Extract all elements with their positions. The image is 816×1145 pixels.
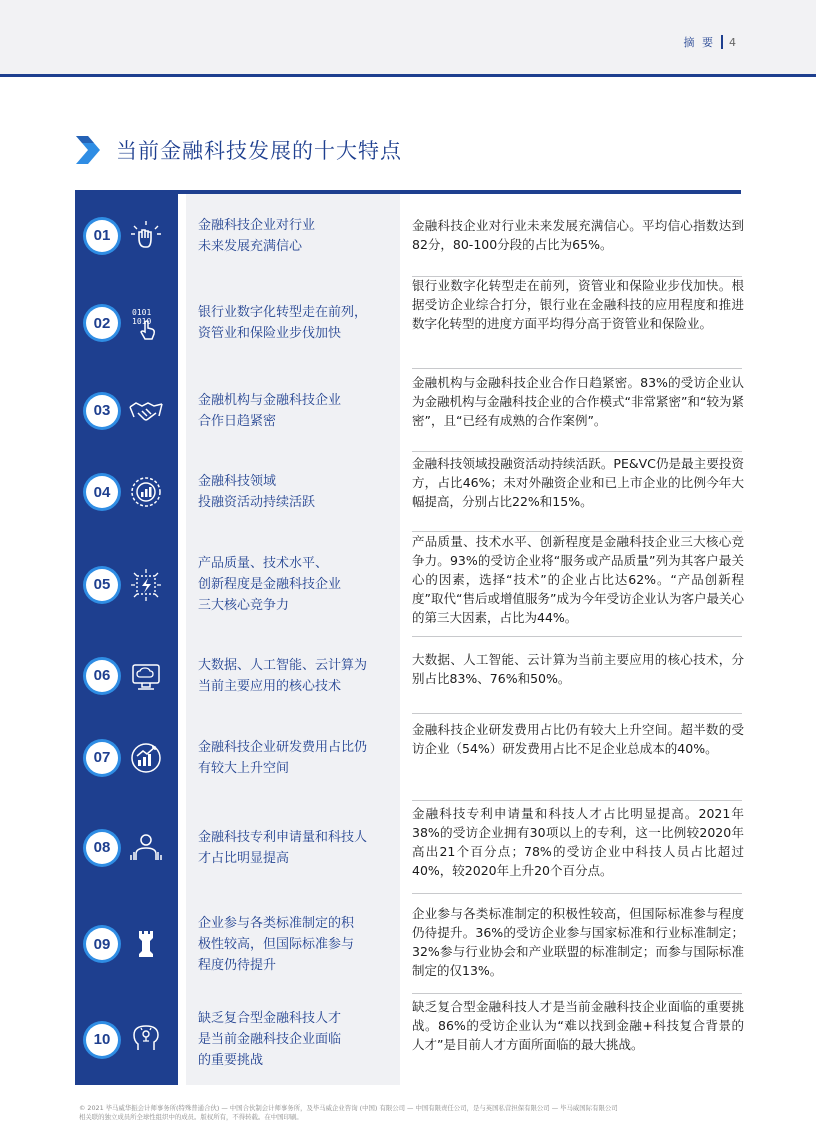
feature-title xyxy=(198,390,394,432)
feature-title-line: 未来发展充满信心 xyxy=(198,238,303,254)
row-number-badge: 05 xyxy=(86,569,118,601)
feature-title-line: 是当前金融科技企业面临 xyxy=(198,1032,342,1047)
fist-icon xyxy=(128,218,164,254)
feature-title xyxy=(198,215,394,257)
feature-title xyxy=(198,553,394,616)
feature-row xyxy=(75,801,744,894)
feature-title-line: 程度仍待提升 xyxy=(198,957,277,973)
feature-description: 金融机构与金融科技企业合作日趋紧密。83%的受访企业认为金融机构与金融科技企业的合作模式“非常紧密”和“较为紧密”，且“已经有成熟的合作案例”。 xyxy=(412,375,744,428)
section-title-row xyxy=(74,134,402,166)
feature-title xyxy=(198,302,394,344)
feature-title-line: 投融资活动持续活跃 xyxy=(198,495,316,510)
feature-row xyxy=(75,194,744,277)
feature-description: 金融科技专利申请量和科技人才占比明显提高。2021年38%的受访企业拥有30项以上的专利，这一比例较2020年高出21个百分点；78%的受访企业中科技人员占比超过40%，较2020年上升20个百分点。 xyxy=(412,806,744,878)
feature-description: 产品质量、技术水平、创新程度是金融科技企业三大核心竞争力。93%的受访企业将“服务或产品质量”列为其客户最关心的因素，选择“技术”的企业占比达62%。“产品创新程度”取代“售后或增值服务”成为今年受访企业认为客户最关心的第三大因素，占比为44%。 xyxy=(412,534,744,625)
handshake-icon xyxy=(128,393,164,429)
svg-text:0101: 0101 xyxy=(132,308,152,317)
feature-title-line: 资管业和保险业步伐加快 xyxy=(198,326,342,341)
feature-title xyxy=(198,827,394,869)
feature-title-line: 当前主要应用的核心技术 xyxy=(198,678,342,694)
footer-line-2: 相关联的独立成员所全球性组织中的成员。版权所有，不得转载。在中国印刷。 xyxy=(79,1113,303,1121)
page-header xyxy=(684,34,737,50)
feature-title-line: 金融科技领域 xyxy=(198,474,277,489)
page-title: 当前金融科技发展的十大特点 xyxy=(116,139,402,163)
feature-description: 银行业数字化转型走在前列，资管业和保险业步伐加快。根据受访企业综合打分，银行业在金融科技的应用程度和推进数字化转型的进度方面平均得分高于资管业和保险业。 xyxy=(412,278,744,331)
feature-title-line: 极性较高，但国际标准参与 xyxy=(198,936,355,952)
investment-chart-icon xyxy=(128,474,164,510)
feature-title xyxy=(198,913,394,976)
header-rule xyxy=(0,74,816,77)
row-number-badge: 08 xyxy=(86,832,118,864)
feature-title-line: 金融科技企业研发费用占比仍 xyxy=(198,739,368,755)
feature-row xyxy=(75,369,744,452)
cloud-computer-icon xyxy=(128,658,164,694)
feature-description: 金融科技企业对行业未来发展充满信心。平均信心指数达到82分，80-100分段的占比为65%。 xyxy=(412,218,744,252)
feature-title-line: 有较大上升空间 xyxy=(198,760,290,776)
feature-title-line: 产品质量、技术水平、 xyxy=(198,556,329,571)
feature-title-line: 企业参与各类标准制定的积 xyxy=(198,915,355,931)
row-number-badge: 06 xyxy=(86,660,118,692)
section-label: 摘 要 xyxy=(683,36,715,49)
row-number-badge: 02 xyxy=(86,307,118,339)
feature-title-line: 创新程度是金融科技企业 xyxy=(198,577,342,592)
growth-chart-icon xyxy=(128,740,164,776)
brain-idea-icon xyxy=(128,1022,164,1058)
svg-text:1010: 1010 xyxy=(132,317,152,326)
feature-title xyxy=(198,737,394,779)
lightning-icon xyxy=(128,567,164,603)
feature-description: 大数据、人工智能、云计算为当前主要应用的核心技术，分别占比83%、76%和50%。 xyxy=(412,652,744,686)
feature-title-line: 的重要挑战 xyxy=(198,1053,264,1068)
feature-title xyxy=(198,655,394,697)
row-number-badge: 10 xyxy=(86,1024,118,1056)
binary-touch-icon xyxy=(128,305,164,341)
feature-title-line: 金融科技企业对行业 xyxy=(198,217,316,233)
feature-title xyxy=(198,471,394,513)
feature-row xyxy=(75,714,744,801)
header-separator xyxy=(721,35,723,49)
feature-title-line: 缺乏复合型金融科技人才 xyxy=(198,1011,342,1026)
feature-description: 金融科技企业研发费用占比仍有较大上升空间。超半数的受访企业（54%）研发费用占比不足企业总成本的40%。 xyxy=(412,722,744,756)
feature-title xyxy=(198,1008,394,1071)
feature-row xyxy=(75,277,744,369)
feature-description: 企业参与各类标准制定的积极性较高，但国际标准参与程度仍待提升。36%的受访企业参与国家标准和行业标准制定；32%参与行业协会和产业联盟的标准制定；而参与国际标准制定的仅13%。 xyxy=(412,906,744,978)
chess-rook-icon xyxy=(128,926,164,962)
feature-title-line: 银行业数字化转型走在前列， xyxy=(198,305,368,320)
feature-row xyxy=(75,637,744,714)
feature-title-line: 大数据、人工智能、云计算为 xyxy=(198,657,368,673)
talent-icon xyxy=(128,830,164,866)
feature-title-line: 才占比明显提高 xyxy=(198,850,290,866)
feature-row xyxy=(75,532,744,637)
row-number-badge: 01 xyxy=(86,220,118,252)
row-number-badge: 09 xyxy=(86,928,118,960)
feature-title-line: 金融科技专利申请量和科技人 xyxy=(198,829,368,845)
feature-description: 缺乏复合型金融科技人才是当前金融科技企业面临的重要挑战。86%的受访企业认为“难以找到金融+科技复合背景的人才”是目前人才方面所面临的最大挑战。 xyxy=(412,999,744,1052)
row-number-badge: 03 xyxy=(86,395,118,427)
feature-row xyxy=(75,894,744,994)
feature-title-line: 三大核心竞争力 xyxy=(198,598,290,613)
copyright-footer xyxy=(79,1104,739,1122)
feature-description: 金融科技领域投融资活动持续活跃。PE&VC仍是最主要投资方，占比46%；未对外融资企业和已上市企业的比例今年大幅提高，分别占比22%和15%。 xyxy=(412,456,744,509)
page-number: 4 xyxy=(729,35,736,49)
features-table xyxy=(75,194,744,1085)
footer-line-1: © 2021 毕马威华振会计师事务所(特殊普通合伙) — 中国合伙制会计师事务所，及毕马威企业咨询 (中国) 有限公司 — 中国有限责任公司，是与英国私营担保有限公司 — 毕马威国际有限公司 xyxy=(79,1104,618,1112)
row-number-badge: 04 xyxy=(86,476,118,508)
feature-row xyxy=(75,994,744,1085)
feature-title-line: 合作日趋紧密 xyxy=(198,413,277,429)
feature-title-line: 金融机构与金融科技企业 xyxy=(198,392,342,408)
feature-row xyxy=(75,452,744,532)
row-number-badge: 07 xyxy=(86,742,118,774)
chevron-right-icon xyxy=(74,134,102,166)
